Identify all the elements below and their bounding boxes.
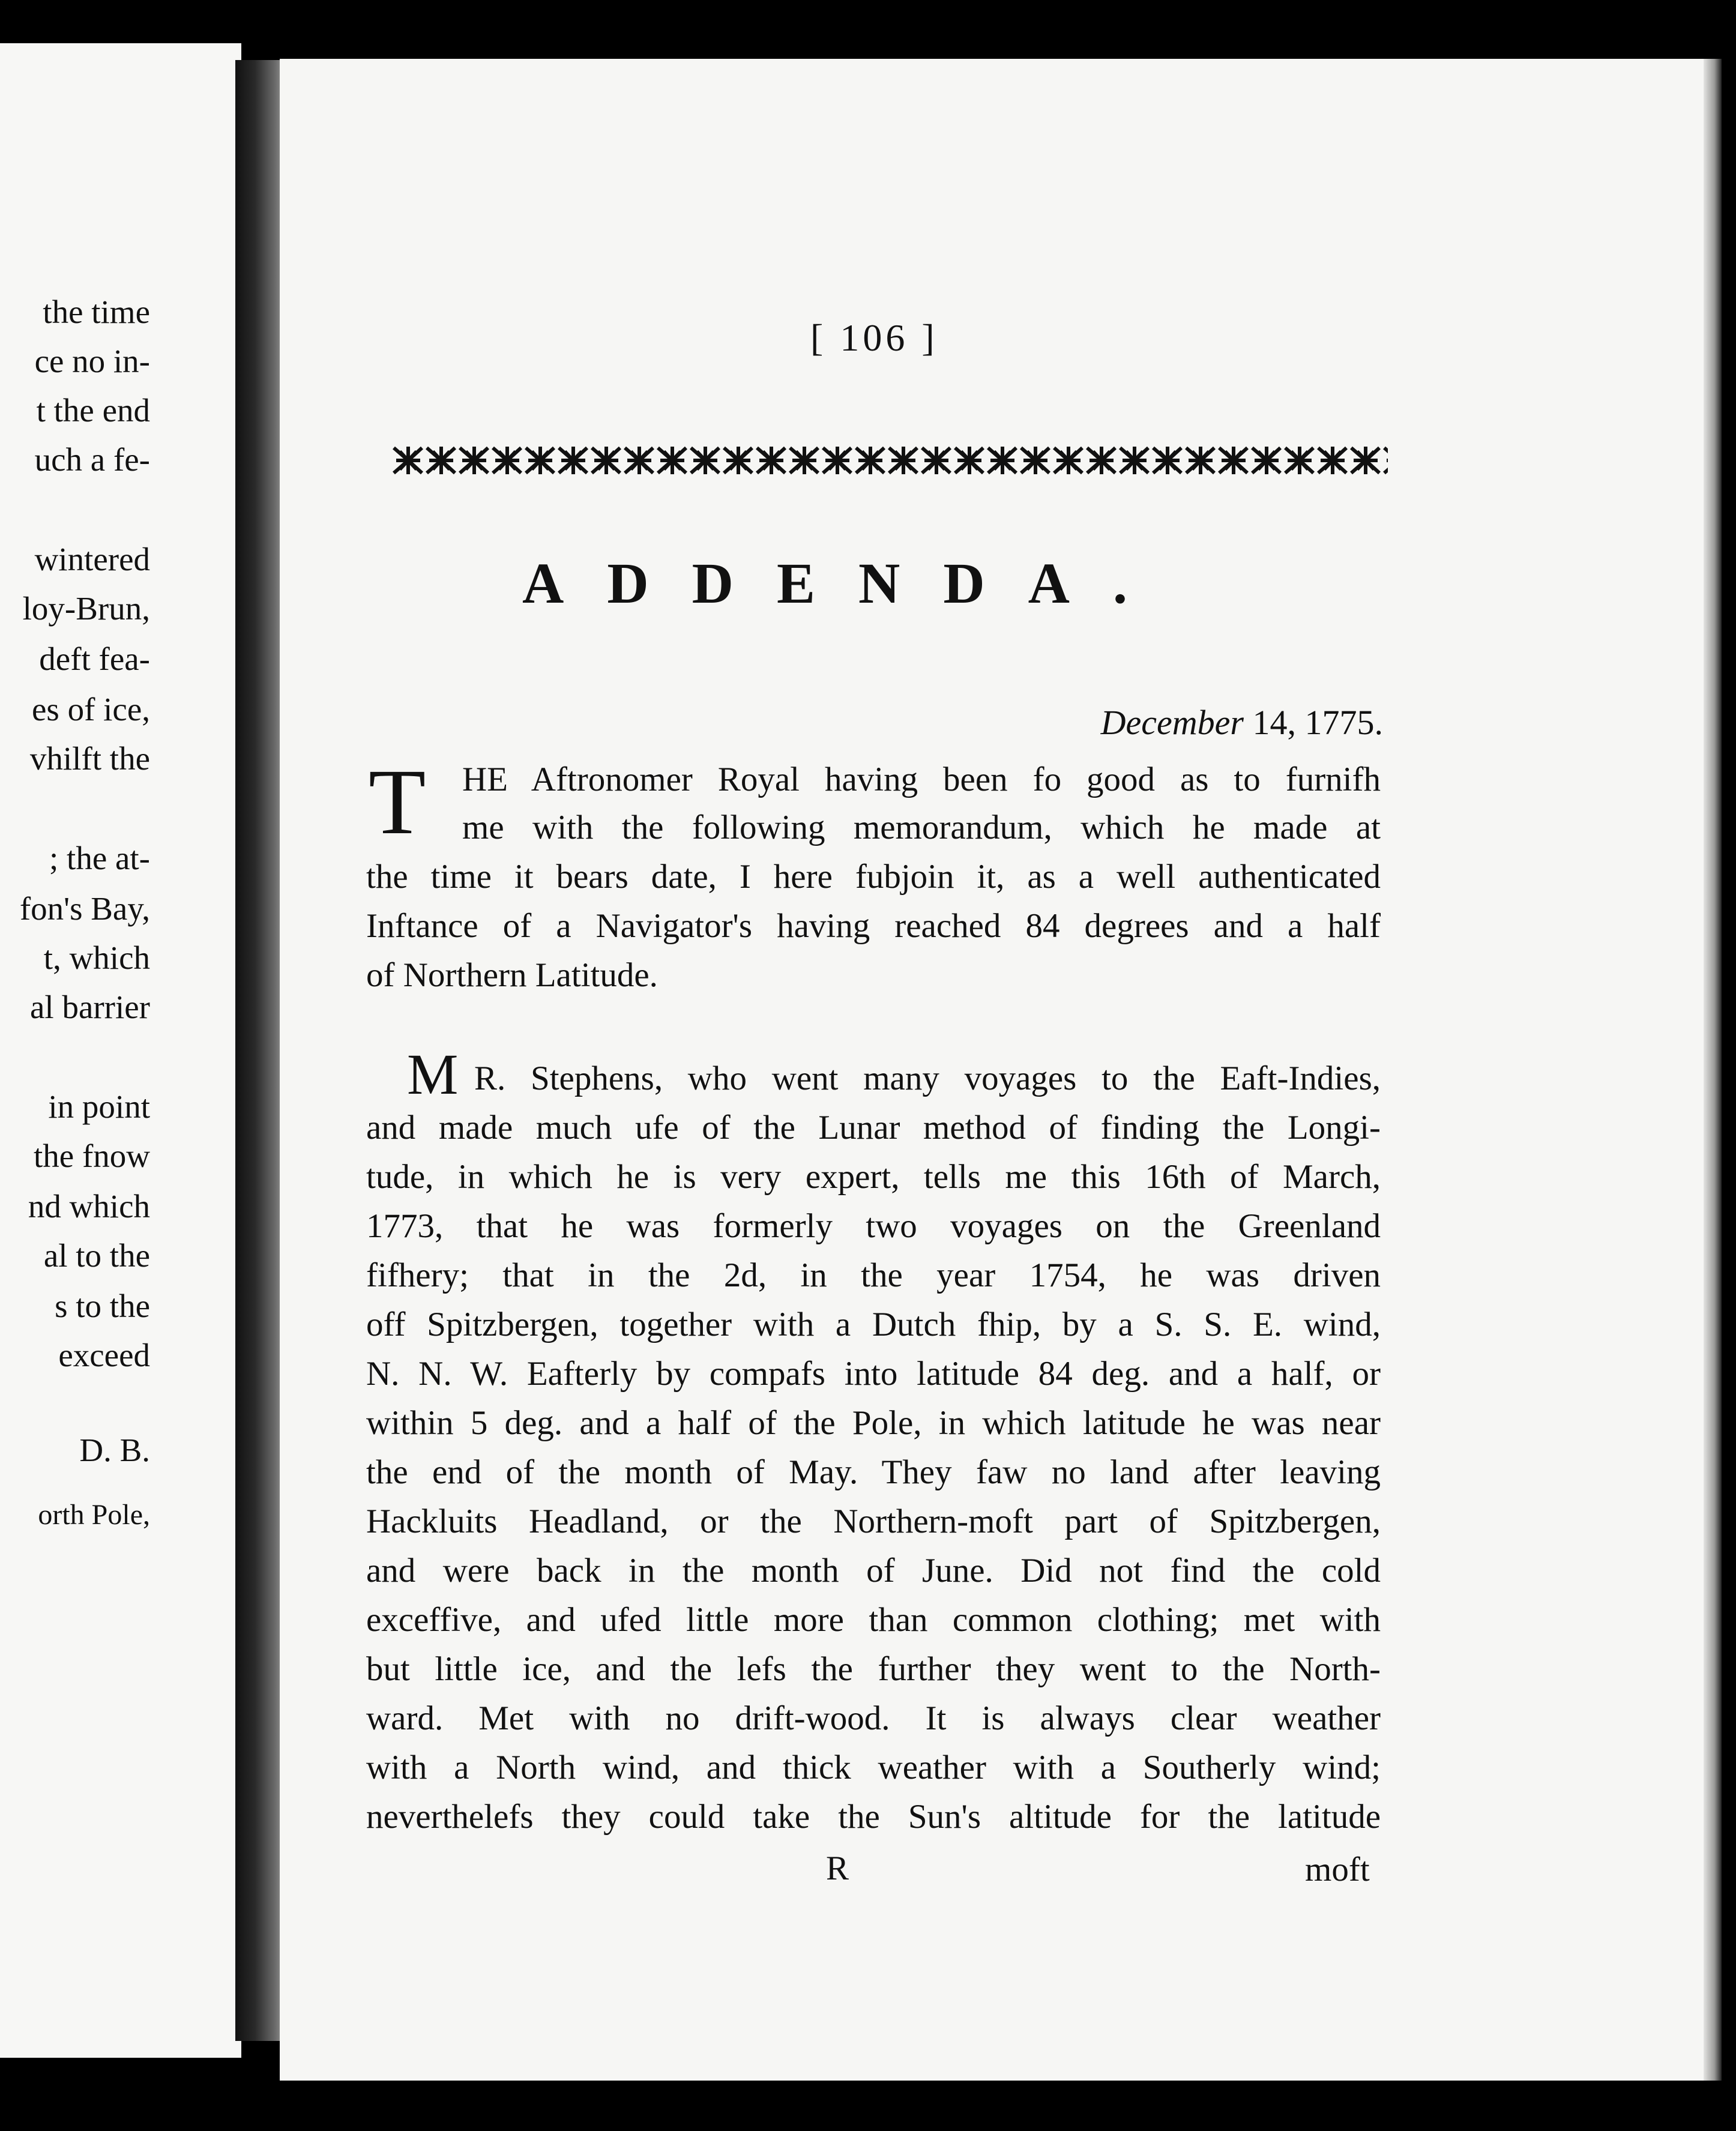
left-page-line: loy-Brun, [22, 590, 150, 627]
paragraph-line: N. N. W. Eafterly by compafs into latitude 84 deg. and a half, or [366, 1355, 1381, 1393]
paragraph-line: 1773, that he was formerly two voyages on the Greenland [366, 1207, 1381, 1245]
paragraph-line: HE Aftronomer Royal having been fo good as to furnifh [462, 761, 1381, 798]
left-page-line: al to the [43, 1237, 150, 1274]
left-page-line: uch a fe- [34, 441, 150, 478]
left-page-line: nd which [28, 1188, 150, 1225]
left-page-line: t, which [43, 939, 150, 976]
paragraph-line: neverthelefs they could take the Sun's altitude for the latitude [366, 1798, 1381, 1836]
catchword: moft [1305, 1851, 1370, 1888]
paragraph-line: the end of the month of May. They faw no land after leaving [366, 1453, 1381, 1491]
initial-letter: M [407, 1042, 459, 1106]
paragraph-line: and made much ufe of the Lunar method of finding the Longi- [366, 1109, 1381, 1147]
left-page-line: ce no in- [34, 343, 150, 379]
paragraph-line: within 5 deg. and a half of the Pole, in which latitude he was near [366, 1404, 1381, 1442]
paragraph-line: me with the following memorandum, which he made at [462, 809, 1381, 846]
left-page-line: the fnow [34, 1138, 150, 1174]
left-page-line: deft fea- [39, 641, 150, 677]
paragraph-line: the time it bears date, I here fubjoin it, as a well authenticated [366, 858, 1381, 896]
left-page-line: es of ice, [32, 691, 150, 728]
paragraph-line: tude, in which he is very expert, tells me this 16th of March, [366, 1158, 1381, 1196]
left-page-line: the time [43, 294, 150, 330]
paragraph-line: with a North wind, and thick weather with a Southerly wind; [366, 1749, 1381, 1786]
left-page-line: al barrier [30, 989, 150, 1025]
decorative-ornament-rule [391, 443, 1388, 478]
paragraph-line: and were back in the month of June. Did not find the cold [366, 1552, 1381, 1590]
left-page-line: vhilft the [29, 740, 150, 777]
left-page-line: s to the [55, 1288, 150, 1324]
paragraph-line: R. Stephens, who went many voyages to the Eaft-Indies, [474, 1059, 1381, 1097]
paragraph-line: exceffive, and ufed little more than common clothing; met with [366, 1601, 1381, 1639]
paragraph-line: ward. Met with no drift-wood. It is always clear weather [366, 1699, 1381, 1737]
date-month: December [1100, 703, 1244, 742]
page-number: [ 106 ] [810, 316, 938, 359]
section-heading: ADDENDA. [522, 551, 1171, 615]
left-page-initials: D. B. [79, 1432, 150, 1468]
paragraph-line: Inftance of a Navigator's having reached 84 degrees and a half [366, 907, 1381, 945]
signature-mark: R [826, 1849, 849, 1887]
dateline [1101, 702, 1383, 743]
left-page-line: wintered [34, 541, 150, 577]
page-edge-shadow [1704, 59, 1722, 2081]
left-facing-page [0, 43, 241, 2058]
paragraph-line: but little ice, and the lefs the further they went to the North- [366, 1650, 1381, 1688]
date-day-year: 14, 1775. [1252, 703, 1383, 742]
paragraph-line: off Spitzbergen, together with a Dutch fhip, by a S. S. E. wind, [366, 1306, 1381, 1343]
left-page-line: exceed [58, 1337, 150, 1373]
drop-cap: T [369, 750, 426, 854]
paragraph-line: Hackluits Headland, or the Northern-moft part of Spitzbergen, [366, 1503, 1381, 1540]
left-page-line: fon's Bay, [19, 890, 150, 927]
left-page-line: t the end [36, 392, 150, 429]
paragraph-line: of Northern Latitude. [366, 956, 658, 994]
left-page-line: ; the at- [49, 840, 150, 876]
paragraph-line: fifhery; that in the 2d, in the year 1754, he was driven [366, 1256, 1381, 1294]
left-page-line: in point [48, 1088, 150, 1125]
left-page-line: orth Pole, [38, 1499, 150, 1531]
